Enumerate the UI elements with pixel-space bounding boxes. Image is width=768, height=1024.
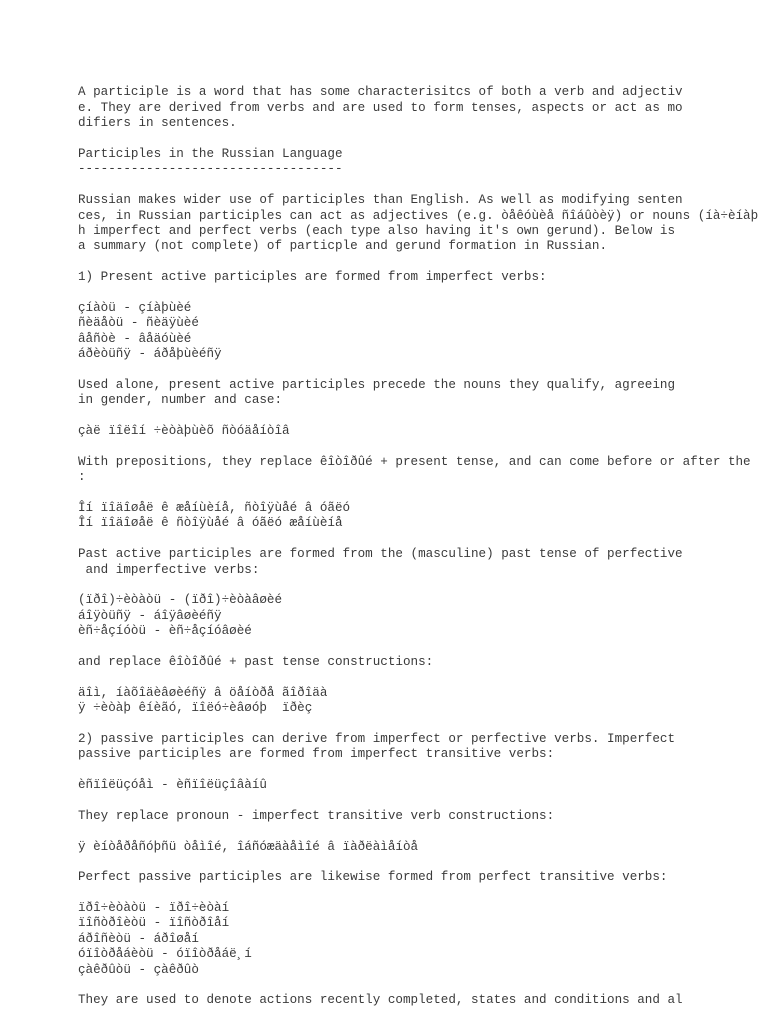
text-line: 2) passive participles can derive from imperfect or perfective verbs. Imperfect (78, 731, 676, 746)
text-line: ces, in Russian participles can act as adjectives (e.g. òåêóùèå ñîáûòèÿ) or nouns (íà÷èíàþ (78, 208, 759, 223)
text-line (78, 486, 768, 501)
text-line: áðèòüñÿ - áðåþùèéñÿ (78, 347, 222, 362)
text-line (78, 763, 768, 778)
text-line (78, 670, 768, 685)
text-line (78, 886, 768, 901)
text-line: A participle is a word that has some characterisitcs of both a verb and adjectiv (78, 85, 683, 100)
text-line: e. They are derived from verbs and are used to form tenses, aspects or act as mo (78, 100, 683, 115)
text-line: Russian makes wider use of participles than English. As well as modifying senten (78, 193, 683, 208)
text-line (78, 255, 768, 270)
text-line: äîì, íàõîäèâøèéñÿ â öåíòðå ãîðîäà (78, 685, 328, 700)
text-line: 1) Present active participles are formed from imperfect verbs: (78, 270, 547, 285)
text-line: ñèäåòü - ñèäÿùèé (78, 316, 199, 331)
text-line (78, 578, 768, 593)
text-line: difiers in sentences. (78, 116, 237, 131)
text-line: ïîñòðîèòü - ïîñòðîåí (78, 916, 230, 931)
text-line: in gender, number and case: (78, 393, 283, 408)
text-line (78, 132, 768, 147)
text-line: ÿ ÷èòàþ êíèãó, ïîëó÷èâøóþ ïðèç (78, 701, 313, 716)
text-line: and imperfective verbs: (78, 562, 260, 577)
text-line: ÿ èíòåðåñóþñü òåìîé, îáñóæäàåìîé â ïàðëàìåíòå (78, 839, 419, 854)
text-line: Perfect passive participles are likewise formed from perfect transitive verbs: (78, 870, 668, 885)
text-line (78, 439, 768, 454)
text-line (78, 793, 768, 808)
text-line: óïîòðåáèòü - óïîòðåáë¸í (78, 947, 252, 962)
text-line: Îí ïîäîøåë ê æåíùèíå, ñòîÿùåé â óãëó (78, 500, 351, 515)
text-line: passive participles are formed from imperfect transitive verbs: (78, 747, 555, 762)
text-line (78, 532, 768, 547)
text-line: ----------------------------------- (78, 162, 343, 177)
text-line (78, 409, 768, 424)
text-line (78, 285, 768, 300)
text-line (78, 70, 768, 85)
text-line: èñ÷åçíóòü - èñ÷åçíóâøèé (78, 624, 252, 639)
text-line: çàêðûòü - çàêðûò (78, 962, 199, 977)
text-line: âåñòè - âåäóùèé (78, 331, 192, 346)
text-line (78, 978, 768, 993)
text-line (78, 824, 768, 839)
text-line: Past active participles are formed from the (masculine) past tense of perfective (78, 547, 683, 562)
text-line: h imperfect and perfect verbs (each type also having it's own gerund). Below is (78, 223, 676, 238)
text-line (78, 716, 768, 731)
text-line (78, 178, 768, 193)
text-line: çàë ïîëîí ÷èòàþùèõ ñòóäåíòîâ (78, 423, 290, 438)
text-line: Îí ïîäîøåë ê ñòîÿùåé â óãëó æåíùèíå (78, 516, 343, 531)
text-line: çíàòü - çíàþùèé (78, 300, 192, 315)
text-line: (ïðî)÷èòàòü - (ïðî)÷èòàâøèé (78, 593, 283, 608)
text-line: a summary (not complete) of particple and gerund formation in Russian. (78, 239, 608, 254)
text-line (78, 639, 768, 654)
text-line: Used alone, present active participles precede the nouns they qualify, agreeing (78, 377, 676, 392)
text-line: áðîñèòü - áðîøåí (78, 931, 199, 946)
text-line: They replace pronoun - imperfect transitive verb constructions: (78, 808, 555, 823)
text-line: and replace êîòîðûé + past tense constructions: (78, 654, 434, 669)
text-line: áîÿòüñÿ - áîÿâøèéñÿ (78, 608, 222, 623)
text-line (78, 362, 768, 377)
text-line: ïðî÷èòàòü - ïðî÷èòàí (78, 901, 230, 916)
document-body (78, 70, 768, 1009)
text-line: Participles in the Russian Language (78, 146, 343, 161)
text-line: With prepositions, they replace êîòîðûé + present tense, and can come before or after the (78, 454, 751, 469)
text-line (78, 855, 768, 870)
text-line: : (78, 470, 86, 485)
text-line: They are used to denote actions recently completed, states and conditions and al (78, 993, 683, 1008)
text-line: èñïîëüçóåì - èñïîëüçîâàíû (78, 777, 267, 792)
